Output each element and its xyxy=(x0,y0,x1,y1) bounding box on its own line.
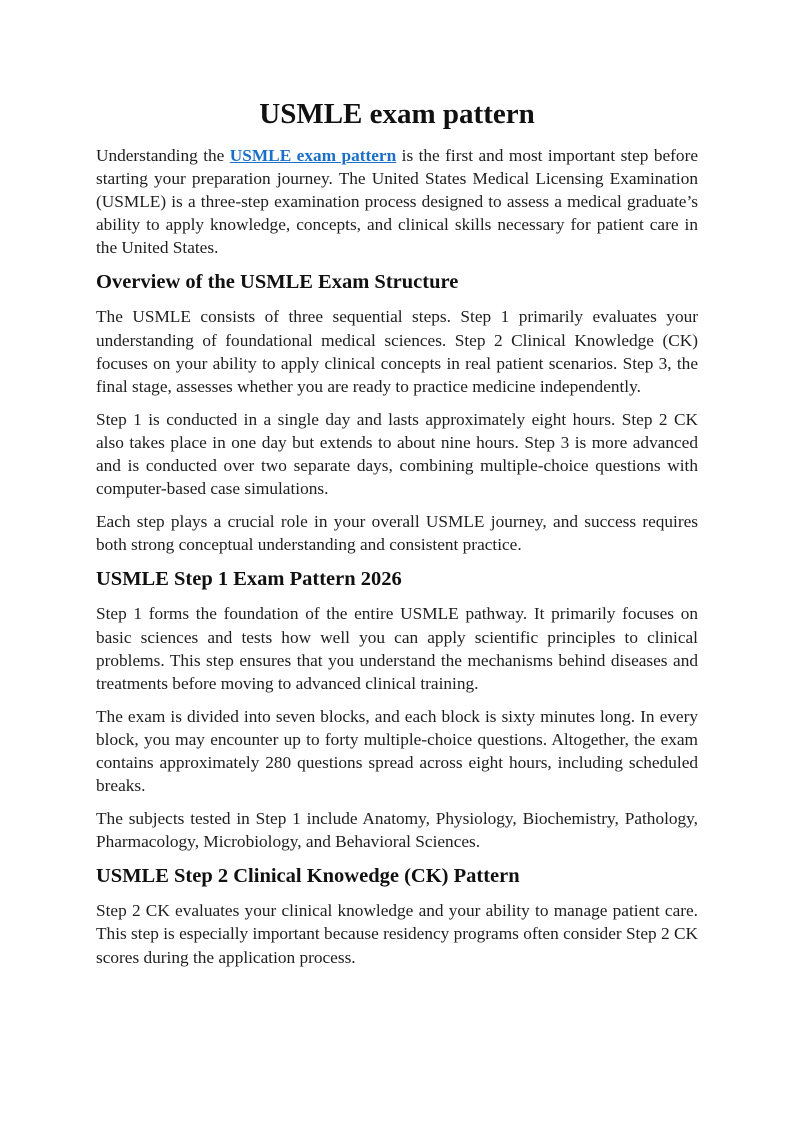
step2ck-paragraph-1: Step 2 CK evaluates your clinical knowledge and your ability to manage patient care. This step is especially important because residency programs often consider Step 2 CK scores during the application process. xyxy=(96,901,698,967)
section-heading-step1: USMLE Step 1 Exam Pattern 2026 xyxy=(96,568,402,591)
section-heading-step2ck: USMLE Step 2 Clinical Knowedge (CK) Pattern xyxy=(96,865,520,888)
section-heading-overview: Overview of the USMLE Exam Structure xyxy=(96,271,459,294)
usmle-exam-pattern-link[interactable]: USMLE exam pattern xyxy=(229,146,397,165)
step1-paragraph-2: The exam is divided into seven blocks, and each block is sixty minutes long. In every block, you may encounter up to forty multiple-choice questions. Altogether, the exam contains approximately 280 questions spread across eight hours, including scheduled breaks. xyxy=(96,706,698,796)
step1-paragraph-1: Step 1 forms the foundation of the entire USMLE pathway. It primarily focuses on basic sciences and tests how well you can apply scientific principles to clinical problems. This step ensures that you understand the mechanisms behind diseases and treatments before moving to advanced clinical training. xyxy=(96,604,698,693)
document-page xyxy=(96,94,698,979)
overview-paragraph-2: Step 1 is conducted in a single day and lasts approximately eight hours. Step 2 CK also takes place in one day but extends to about nine hours. Step 3 is more advanced and is conducted over two separate days, combining multiple-choice questions with computer-based case simulations. xyxy=(96,409,698,499)
step1-paragraph-3: The subjects tested in Step 1 include Anatomy, Physiology, Biochemistry, Pathology, Pharmacology, Microbiology, and Behavioral Sciences. xyxy=(96,809,698,852)
page-title: USMLE exam pattern xyxy=(259,98,535,130)
intro-text-after: is the first and most important step before starting your preparation journey. The United States Medical Licensing Examination (USMLE) is a three-step examination process designed to assess a medical graduate’s ability to apply knowledge, concepts, and clinical skills necessary for patient care in the United States. xyxy=(96,146,698,258)
overview-paragraph-3: Each step plays a crucial role in your overall USMLE journey, and success requires both strong conceptual understanding and consistent practice. xyxy=(96,512,698,555)
intro-paragraph xyxy=(96,144,698,259)
intro-text-before: Understanding the xyxy=(96,146,230,165)
overview-paragraph-1: The USMLE consists of three sequential steps. Step 1 primarily evaluates your understanding of foundational medical sciences. Step 2 Clinical Knowledge (CK) focuses on your ability to apply clinical concepts in real patient scenarios. Step 3, the final stage, assesses whether you are ready to practice medicine independently. xyxy=(96,307,698,396)
